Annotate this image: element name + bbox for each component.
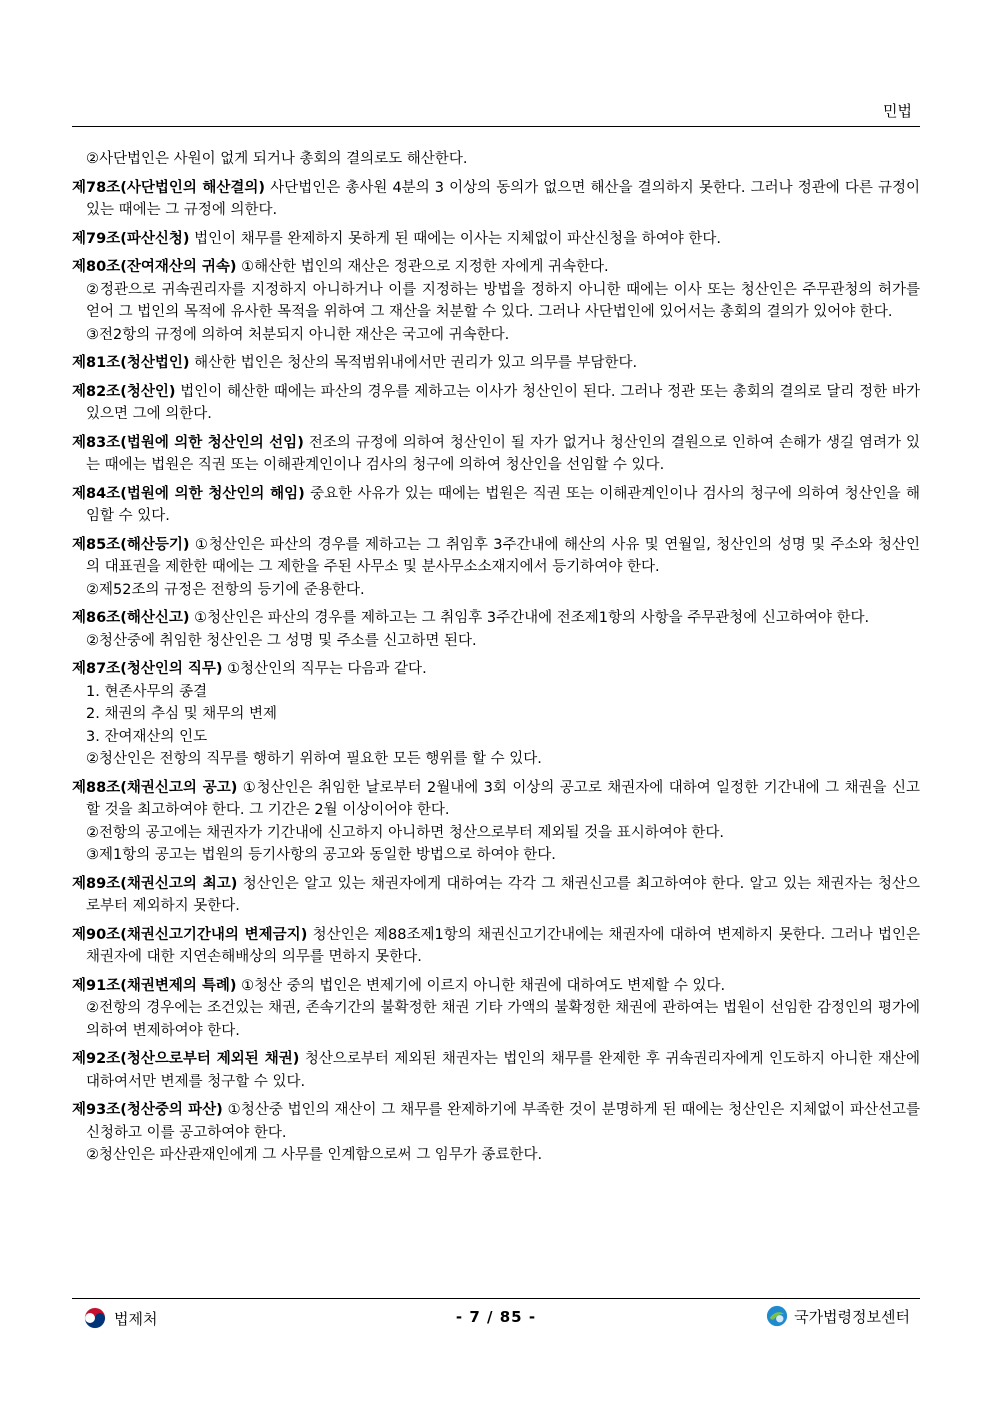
footer-right-label: 국가법령정보센터: [794, 1307, 910, 1326]
article-text: 청산으로부터 제외된 채권자는 법인의 채무를 완제한 후 귀속권리자에게 인도하지 아니한 재산에 대하여서만 변제를 청구할 수 있다.: [86, 1051, 920, 1090]
article-paragraph: [72, 607, 920, 630]
article-paragraph: [72, 432, 920, 477]
sub-paragraph: ③전2항의 규정에 의하여 처분되지 아니한 재산은 국고에 귀속한다.: [86, 326, 510, 343]
article-text: 법인이 채무를 완제하지 못하게 된 때에는 이사는 지체없이 파산신청을 하여야 한다.: [189, 230, 722, 247]
article-a87: [72, 658, 920, 771]
article-title: 제91조(채권변제의 특례): [72, 977, 237, 994]
article-text: ①청산인은 파산의 경우를 제하고는 그 취임후 3주간내에 해산의 사유 및 연월일, 청산인의 성명 및 주소와 청산인의 대표권을 제한한 때에는 그 제한을 주된 사무소 및 분사무소소재지에서 등기하여야 한다.: [86, 536, 920, 575]
article-title: 제82조(청산인): [72, 383, 176, 400]
sub-paragraph: ③제1항의 공고는 법원의 등기사항의 공고와 동일한 방법으로 하여야 한다.: [86, 847, 556, 863]
article-paragraph: [72, 352, 920, 375]
article-paragraph: [72, 1048, 920, 1093]
article-paragraph: [72, 873, 920, 918]
sub-paragraph: ②제52조의 규정은 전항의 등기에 준용한다.: [86, 581, 365, 598]
article-text: 해산한 법인은 청산의 목적범위내에서만 권리가 있고 의무를 부담한다.: [189, 355, 638, 371]
article-text: 전조의 규정에 의하여 청산인이 될 자가 없거나 청산인의 결원으로 인하여 손해가 생길 염려가 있는 때에는 법원은 직권 또는 이해관계인이나 검사의 청구에 의하여 청산인을 선임할 수 있다.: [86, 434, 920, 473]
article-paragraph: [72, 256, 920, 279]
article-text: ①청산 중의 법인은 변제기에 이르지 아니한 채권에 대하여도 변제할 수 있다.: [236, 977, 726, 994]
article-title: 제92조(청산으로부터 제외된 채권): [72, 1051, 300, 1067]
article-a84: [72, 483, 920, 528]
article-a92: [72, 1048, 920, 1093]
article-text: 중요한 사유가 있는 때에는 법원은 직권 또는 이해관계인이나 검사의 청구에 의하여 청산인을 해임할 수 있다.: [86, 485, 920, 524]
sub-paragraph: ②전항의 경우에는 조건있는 채권, 존속기간의 불확정한 채권 기타 가액의 불확정한 채권에 관하여는 법원이 선임한 감정인의 평가에 의하여 변제하여야 한다.: [86, 1000, 920, 1039]
article-paragraph: [72, 1099, 920, 1144]
article-a88: [72, 777, 920, 867]
article-paragraph: [72, 777, 920, 822]
article-paragraph: [72, 228, 920, 251]
article-title: 제88조(채권신고의 공고): [72, 779, 238, 796]
article-a93: [72, 1099, 920, 1167]
law-center-logo-icon: [766, 1305, 788, 1327]
article-paragraph: [72, 924, 920, 969]
article-title: 제93조(청산중의 파산): [72, 1102, 223, 1118]
article-a90: [72, 924, 920, 969]
article-title: 제83조(법원에 의한 청산인의 선임): [72, 434, 304, 451]
article-title: 제78조(사단법인의 해산결의): [72, 179, 266, 196]
page-footer: [72, 1298, 920, 1339]
article-a79: [72, 228, 920, 251]
sub-paragraph: ②청산중에 취임한 청산인은 그 성명 및 주소를 신고하면 된다.: [86, 632, 477, 649]
article-paragraph: [72, 483, 920, 528]
law-content: [72, 148, 920, 1173]
page-number: - 7 / 85 -: [455, 1308, 537, 1326]
article-paragraph: [72, 975, 920, 998]
list-item: 3. 잔여재산의 인도: [86, 728, 208, 745]
article-text: 청산인은 알고 있는 채권자에게 대하여는 각각 그 채권신고를 최고하여야 한다. 알고 있는 채권자는 청산으로부터 제외하지 못한다.: [86, 875, 920, 914]
article-paragraph: [72, 534, 920, 579]
article-a83: [72, 432, 920, 477]
article-title: 제86조(해산신고): [72, 610, 190, 626]
article-text: ①청산중 법인의 재산이 그 채무를 완제하기에 부족한 것이 분명하게 된 때에는 청산인은 지체없이 파산선고를 신청하고 이를 공고하여야 한다.: [86, 1102, 920, 1141]
article-title: 제85조(해산등기): [72, 536, 190, 553]
article-text: ②사단법인은 사원이 없게 되거나 총회의 결의로도 해산한다.: [86, 151, 468, 167]
article-a85: [72, 534, 920, 602]
article-title: 제87조(청산인의 직무): [72, 661, 223, 677]
footer-left-label: 법제처: [114, 1309, 158, 1328]
article-a81: [72, 352, 920, 375]
article-a77: [72, 148, 920, 171]
list-item: 2. 채권의 추심 및 채무의 변제: [86, 706, 277, 722]
article-a80: [72, 256, 920, 346]
header-title: 민법: [883, 102, 912, 120]
article-title: 제90조(채권신고기간내의 변제금지): [72, 926, 308, 943]
list-item: 1. 현존사무의 종결: [86, 683, 208, 700]
article-text: ①청산인은 취임한 날로부터 2월내에 3회 이상의 공고로 채권자에 대하여 일정한 기간내에 그 채권을 신고할 것을 최고하여야 한다. 그 기간은 2월 이상이어야 한다.: [86, 779, 920, 818]
article-text: ①청산인은 파산의 경우를 제하고는 그 취임후 3주간내에 전조제1항의 사항을 주무관청에 신고하여야 한다.: [189, 610, 870, 626]
sub-paragraph: ②전항의 공고에는 채권자가 기간내에 신고하지 아니하면 청산으로부터 제외될 것을 표시하여야 한다.: [86, 824, 724, 841]
article-text: 법인이 해산한 때에는 파산의 경우를 제하고는 이사가 청산인이 된다. 그러나 정관 또는 총회의 결의로 달리 정한 바가 있으면 그에 의한다.: [86, 383, 920, 422]
article-a86: [72, 607, 920, 652]
article-title: 제79조(파산신청): [72, 230, 190, 247]
sub-paragraph: ②청산인은 전항의 직무를 행하기 위하여 필요한 모든 행위를 할 수 있다.: [86, 751, 542, 767]
sub-paragraph: ②정관으로 귀속권리자를 지정하지 아니하거나 이를 지정하는 방법을 정하지 아니한 때에는 이사 또는 청산인은 주무관청의 허가를 얻어 그 법인의 목적에 유사한 목적을 위하여 그 재산을 처분할 수 있다. 그러나 사단법인에 있어서는 총회의 결의가 있어야 한다.: [86, 281, 920, 320]
sub-paragraph: ②청산인은 파산관재인에게 그 사무를 인계함으로써 그 임무가 종료한다.: [86, 1147, 543, 1163]
article-text: ①청산인의 직무는 다음과 같다.: [222, 661, 427, 677]
article-paragraph: [72, 381, 920, 426]
page-header: [72, 98, 920, 127]
article-title: 제89조(채권신고의 최고): [72, 875, 238, 892]
article-text: 사단법인은 총사원 4분의 3 이상의 동의가 없으면 해산을 결의하지 못한다. 그러나 정관에 다른 규정이 있는 때에는 그 규정에 의한다.: [86, 179, 920, 218]
article-a78: [72, 177, 920, 222]
article-title: 제84조(법원에 의한 청산인의 해임): [72, 485, 305, 502]
article-paragraph: [72, 148, 920, 171]
article-paragraph: [72, 658, 920, 681]
article-a89: [72, 873, 920, 918]
footer-right: [766, 1305, 910, 1327]
article-title: 제80조(잔여재산의 귀속): [72, 259, 237, 275]
article-text: ①해산한 법인의 재산은 정관으로 지정한 자에게 귀속한다.: [236, 259, 609, 275]
article-a82: [72, 381, 920, 426]
article-text: 청산인은 제88조제1항의 채권신고기간내에는 채권자에 대하여 변제하지 못한다. 그러나 법인은 채권자에 대한 지연손해배상의 의무를 면하지 못한다.: [86, 926, 921, 965]
article-paragraph: [72, 177, 920, 222]
article-title: 제81조(청산법인): [72, 355, 190, 371]
article-a91: [72, 975, 920, 1043]
